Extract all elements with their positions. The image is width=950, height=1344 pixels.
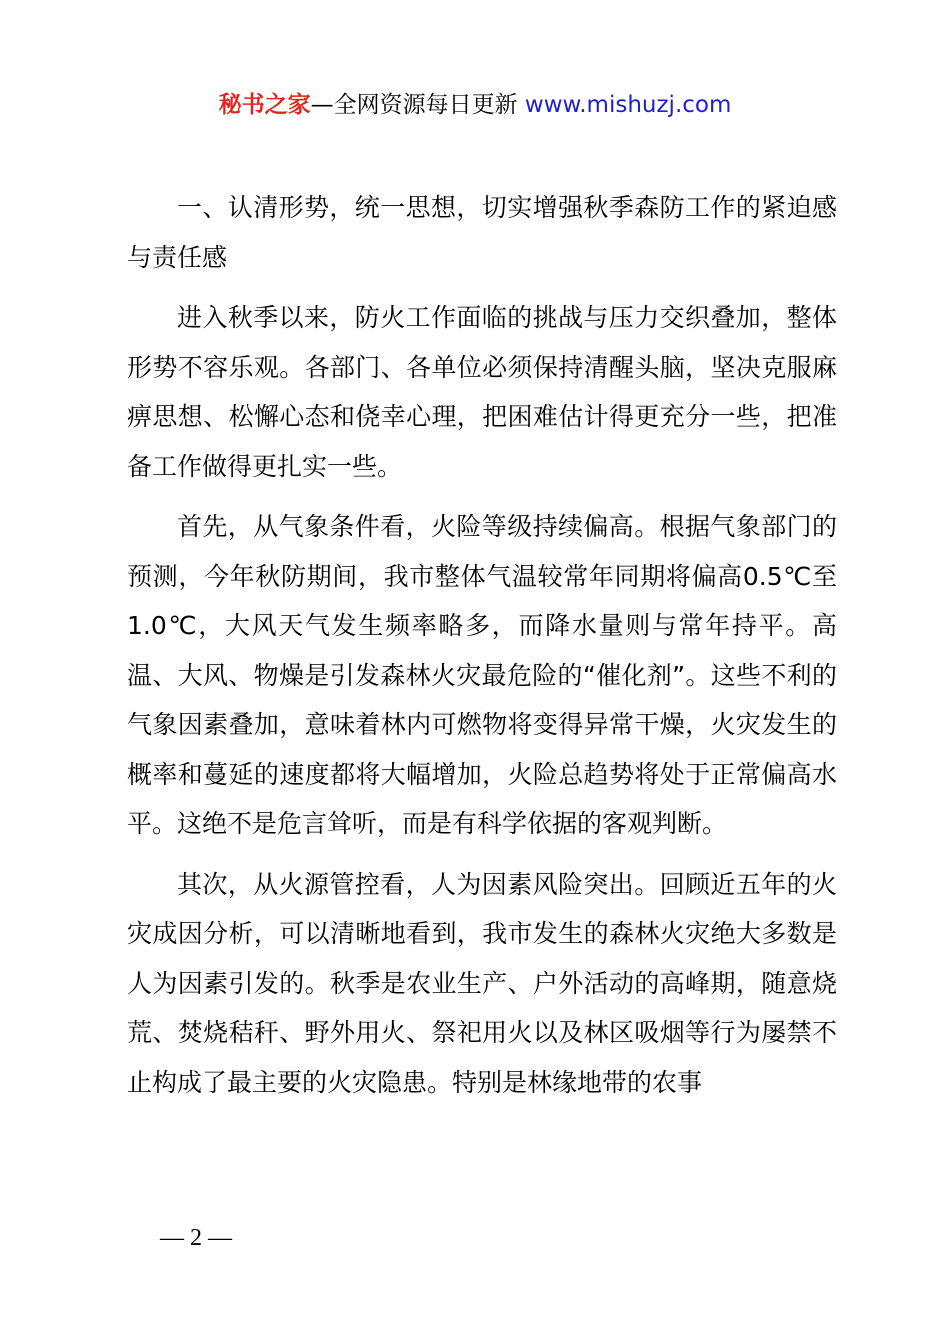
site-url-link[interactable]: www.mishuzj.com <box>524 92 732 118</box>
document-body <box>127 183 837 1118</box>
paragraph-situation: 进入秋季以来，防火工作面临的挑战与压力交织叠加，整体形势不容乐观。各部门、各单位必须保持清醒头脑，坚决克服麻痹思想、松懈心态和侥幸心理，把困难估计得更充分一些，把准备工作做得更扎实一些。 <box>127 303 837 481</box>
site-header <box>0 88 950 122</box>
site-brand: 秘书之家 <box>218 92 311 118</box>
page-number: — 2 — <box>160 1225 232 1251</box>
section-heading: 一、认清形势，统一思想，切实增强秋季森防工作的紧迫感与责任感 <box>127 193 837 272</box>
paragraph-fire-source: 其次，从火源管控看，人为因素风险突出。回顾近五年的火灾成因分析，可以清晰地看到，我市发生的森林火灾绝大多数是人为因素引发的。秋季是农业生产、户外活动的高峰期，随意烧荒、焚烧秸秆、野外用火、祭祀用火以及林区吸烟等行为屡禁不止构成了最主要的火灾隐患。特别是林缘地带的农事 <box>127 869 837 1097</box>
site-slogan: —全网资源每日更新 <box>310 92 525 118</box>
paragraph-weather: 首先，从气象条件看，火险等级持续偏高。根据气象部门的预测，今年秋防期间，我市整体气温较常年同期将偏高0.5℃至1.0℃，大风天气发生频率略多，而降水量则与常年持平。高温、大风、物燥是引发森林火灾最危险的“催化剂”。这些不利的气象因素叠加，意味着林内可燃物将变得异常干燥，火灾发生的概率和蔓延的速度都将大幅增加，火险总趋势将处于正常偏高水平。这绝不是危言耸听，而是有科学依据的客观判断。 <box>127 512 837 838</box>
